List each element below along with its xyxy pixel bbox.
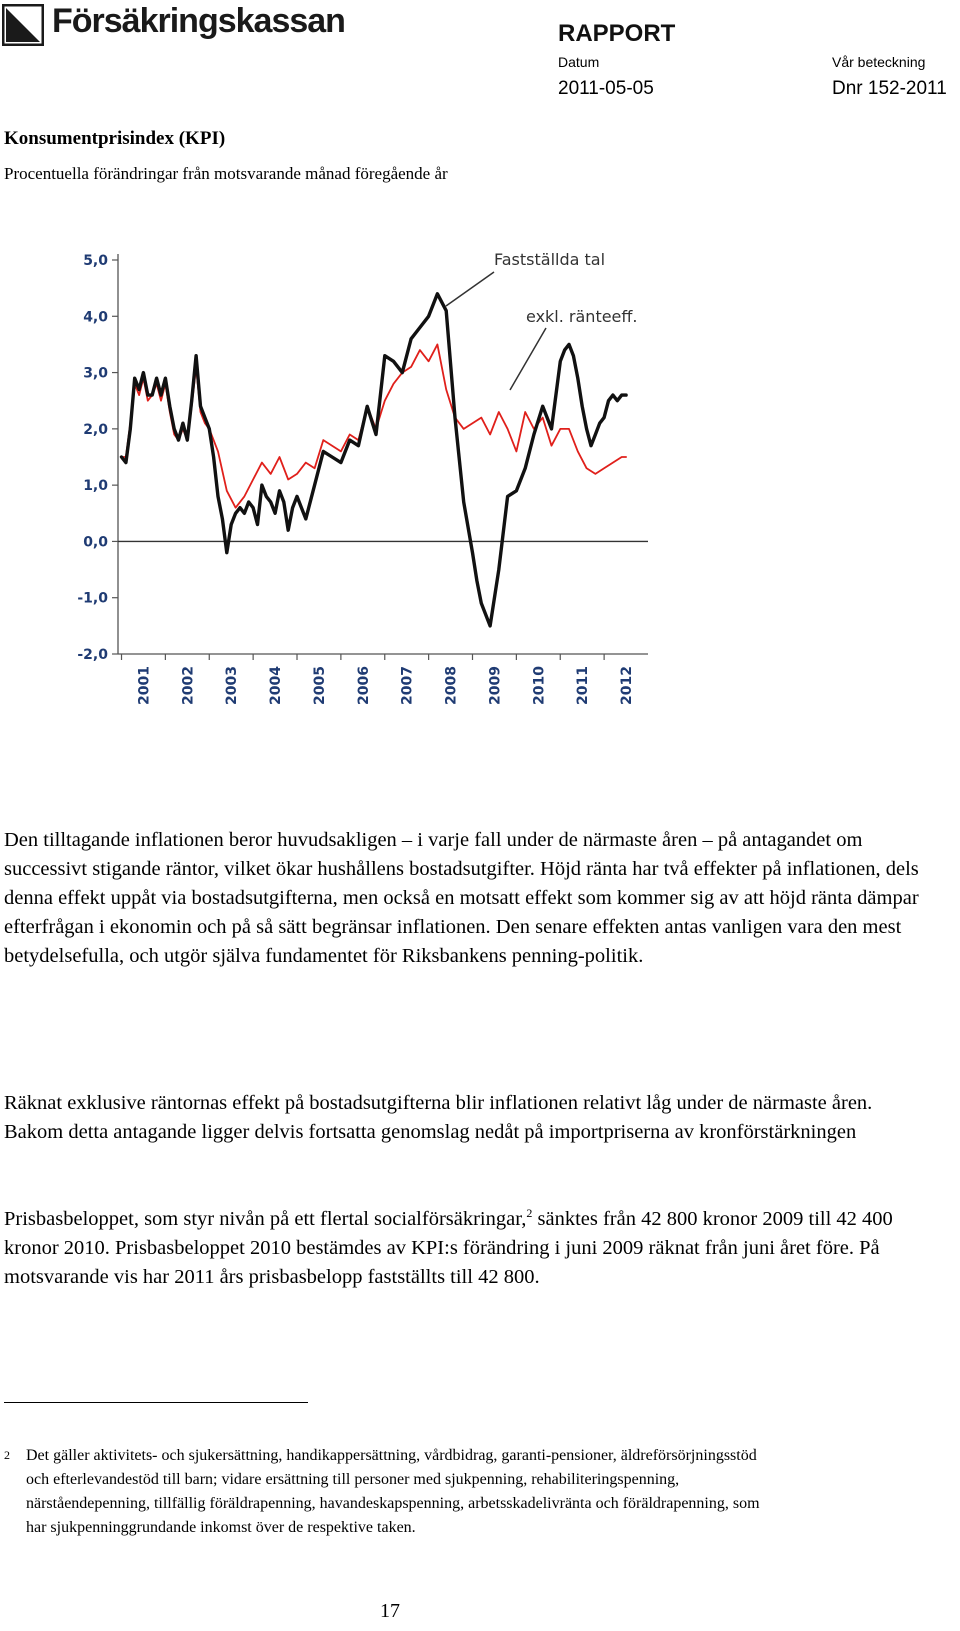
logo-mark-icon (2, 4, 44, 46)
x-tick-label: 2007 (399, 666, 416, 705)
x-tick-label: 2004 (268, 666, 285, 705)
x-tick-label: 2009 (487, 666, 504, 705)
x-tick-label: 2002 (180, 666, 197, 705)
annotation-leader (446, 272, 494, 306)
annotation-label: exkl. ränteeff. (526, 307, 638, 326)
series-line-black (122, 294, 627, 626)
paragraph-3-before: Prisbasbeloppet, som styr nivån på ett flertal socialförsäkringar, (4, 1208, 527, 1230)
annotation-leader (510, 328, 546, 390)
reference-label: Vår beteckning (832, 54, 926, 70)
y-tick-label: 3,0 (83, 365, 108, 382)
footnote-separator (4, 1402, 308, 1403)
y-tick-label: -1,0 (77, 590, 108, 607)
footnote-ref[interactable]: 2 (526, 1206, 533, 1220)
x-tick-label: 2010 (531, 666, 548, 705)
x-tick-label: 2003 (224, 666, 241, 705)
x-tick-label: 2011 (575, 666, 592, 705)
x-tick-label: 2012 (619, 666, 636, 705)
paragraph-2-text: Räknat exklusive räntornas effekt på bostadsutgifterna blir inflationen relativt låg under de närmaste åren. Bakom detta antagande ligger delvis fortsatta genomslag nedåt på importpriserna av kronförstärkningen (4, 1092, 873, 1143)
y-tick-label: 2,0 (83, 421, 108, 438)
y-tick-label: 4,0 (83, 309, 108, 326)
y-tick-label: 1,0 (83, 478, 108, 495)
date-label: Datum (558, 54, 600, 70)
footnote-text: Det gäller aktivitets- och sjukersättning, handikappersättning, vårdbidrag, garanti-pensioner, äldreförsörjningsstöd och efterlevandestöd till barn; vidare ersättning till personer med sjukpenning, rehabiliteringspenning, närståendepenning, tillfällig föräldrapenning, havandeskapspenning, arbetsskadelivränta och föräldrapenning, som har sjukpenninggrundande inkomst över de respektive taken. (26, 1447, 760, 1536)
x-tick-label: 2006 (355, 666, 372, 705)
paragraph-2 (4, 1089, 934, 1147)
kpi-line-chart (70, 240, 690, 740)
paragraph-1-text: Den tilltagande inflationen beror huvudsakligen – i varje fall under de närmaste åren – på antagandet om successivt stigande räntor, vilket ökar hushållens bostadsutgifter. Höjd ränta har två effekter på inflationen, dels denna effekt uppåt via bostadsutgifterna, men också en motsatt effekt som kommer sig av att höjd ränta dämpar efterfrågan i ekonomin och på så sätt begränsar inflationen. Den senare effekten antas vanligen vara den mest betydelsefulla, och utgör själva fundamentet för Riksbankens penning-politik. (4, 829, 919, 967)
x-tick-label: 2001 (136, 666, 153, 705)
y-tick-label: 0,0 (83, 534, 108, 551)
report-title: RAPPORT (558, 20, 676, 47)
paragraph-3-after: sänktes från 42 800 kronor 2009 till 42 400 kronor 2010. Prisbasbeloppet 2010 bestämdes av KPI:s förändring i juni 2009 räknat från juni året före. På motsvarande vis har 2011 års prisbasbelopp fastställts till 42 800. (4, 1208, 893, 1288)
logo-wordmark: Försäkringskassan (52, 2, 345, 40)
y-tick-label: 5,0 (83, 253, 108, 269)
paragraph-1 (4, 826, 934, 971)
annotation-label: Fastställda tal (494, 250, 606, 269)
section-title: Konsumentprisindex (KPI) (4, 128, 226, 149)
paragraph-3 (4, 1205, 934, 1292)
x-tick-label: 2008 (443, 666, 460, 705)
x-tick-label: 2005 (311, 666, 328, 705)
footnote-number: 2 (4, 1448, 10, 1462)
section-subtitle: Procentuella förändringar från motsvarande månad föregående år (4, 164, 448, 183)
y-tick-label: -2,0 (77, 647, 108, 663)
date-value: 2011-05-05 (558, 78, 654, 99)
page-number: 17 (380, 1600, 400, 1622)
reference-value: Dnr 152-2011 (832, 78, 947, 99)
paragraph-3-text (4, 1205, 934, 1292)
